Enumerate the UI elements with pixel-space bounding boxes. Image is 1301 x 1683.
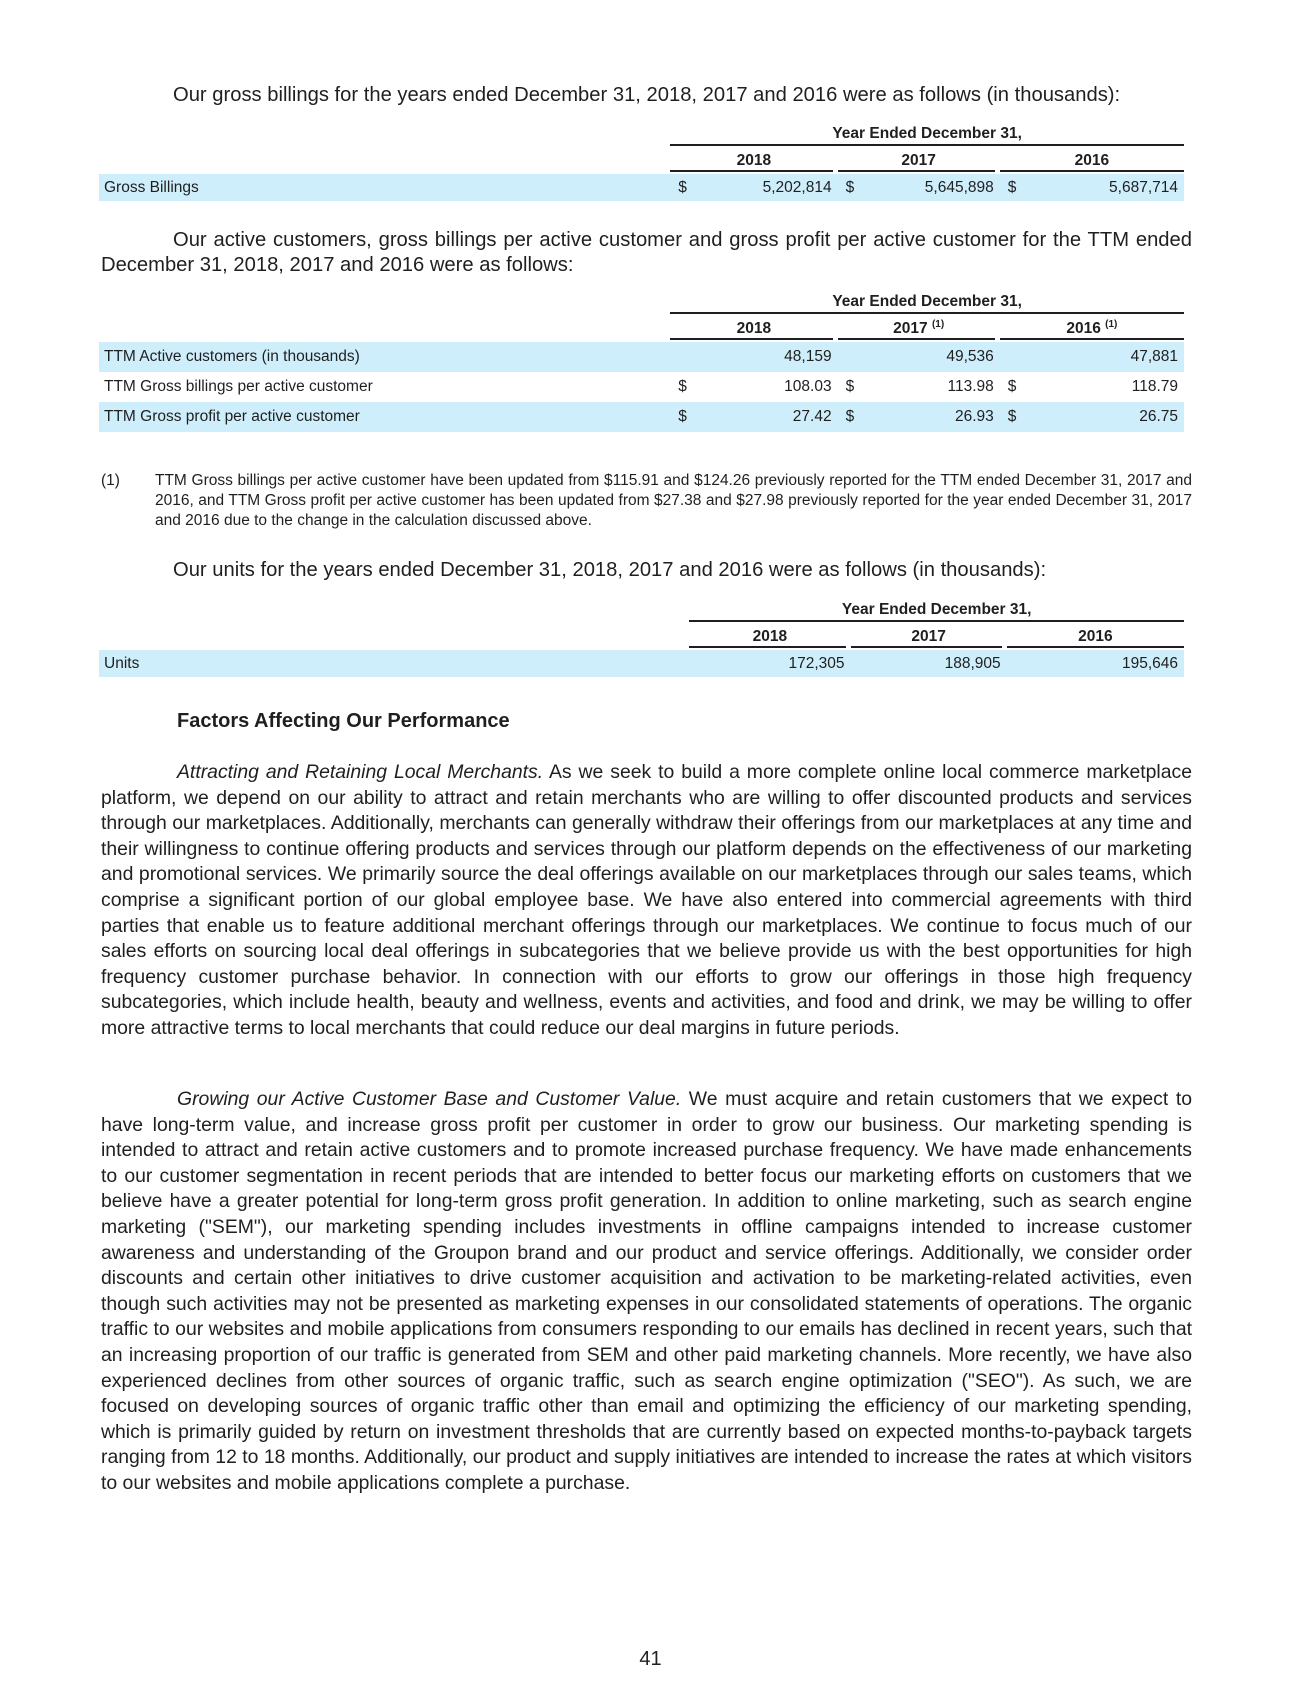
value-cell: 118.79 [1131, 378, 1178, 395]
section-heading: Factors Affecting Our Performance [177, 710, 510, 732]
units-year-2017: 2017 [851, 623, 1007, 650]
currency-symbol: $ [1000, 402, 1042, 432]
customers-year-2018: 2018 [670, 315, 837, 342]
footnote-text: TTM Gross billings per active customer have been updated from $115.91 and $124.26 previously reported for the TTM ended December 31, 2017 and 2016, and TTM Gross profit per active customer has been updated from $27.38 and $27.98 previously reported for the year ended December 31, 2017 and 2016 due to the change in the calculation discussed above. [155, 472, 1192, 529]
value-cell: 49,536 [879, 342, 999, 372]
row-label: TTM Active customers (in thousands) [99, 342, 670, 372]
value-cell: 188,905 [851, 650, 1007, 677]
footnote-ref: (1) [931, 319, 945, 330]
value-cell: 5,687,714 [1042, 174, 1184, 201]
billings-year-2016: 2016 [1000, 147, 1184, 174]
currency-symbol: $ [1000, 174, 1042, 201]
paragraph-body: We must acquire and retain customers that we expect to have long-term value, and increase gross profit per customer in order to grow our business. Our marketing spending is intended to attract and retain active customers and to promote increased purchase frequency. We have made enhancements to our customer segmentation in recent periods that are intended to better focus our marketing efforts on customers that we believe have a greater potential for long-term gross profit generation. In addition to online marketing, such as search engine marketing ("SEM"), our marketing spending includes investments in offline campaigns intended to increase customer awareness and understanding of the Groupon brand and our product and service offerings. Additionally, we consider order discounts and certain other initiatives to drive customer acquisition and activation to be marketing-related activities, even though such activities may not be presented as marketing expenses in our consolidated statements of operations. The organic traffic to our websites and mobile applications from consumers responding to our emails has declined in recent years, such that an increasing proportion of our traffic is generated from SEM and other paid marketing channels. More recently, we have also experienced declines from other sources of organic traffic, such as search engine optimization ("SEO"). As such, we are focused on developing sources of organic traffic other than email and optimizing the efficiency of our marketing spending, which is primarily guided by return on investment thresholds that are currently based on expected months-to-payback targets ranging from 12 to 18 months. Additionally, our product and supply initiatives are intended to increase the rates at which visitors to our websites and mobile applications complete a purchase. [101, 1088, 1192, 1494]
currency-symbol: $ [670, 174, 712, 201]
paragraph-merchants [101, 760, 1192, 1042]
value-cell: 48,159 [712, 342, 838, 372]
value-cell: 5,645,898 [879, 174, 999, 201]
value-cell: 108.03 [784, 378, 832, 395]
currency-symbol [1000, 342, 1042, 372]
footnote-ref: (1) [1105, 319, 1118, 330]
value-cell: 26.93 [879, 402, 999, 432]
gross-billings-table [99, 120, 1184, 201]
row-label: Units [99, 650, 689, 677]
table-row [99, 372, 1184, 402]
value-cell: 26.75 [1042, 402, 1184, 432]
units-year-2016: 2016 [1007, 623, 1184, 650]
customers-year-2016: 2016 $^{(1)}$ [1000, 315, 1184, 342]
billings-year-2017: 2017 [838, 147, 1000, 174]
row-label: Gross Billings [99, 174, 670, 201]
value-cell: 172,305 [689, 650, 850, 677]
value-cell: 47,881 [1042, 342, 1184, 372]
currency-symbol: $ [838, 402, 880, 432]
table-row [99, 174, 1184, 201]
paragraph-title: Attracting and Retaining Local Merchants. [177, 761, 544, 783]
paragraph-body: As we seek to build a more complete online local commerce marketplace platform, we depend on our ability to attract and retain merchants who are willing to offer discounted products and services through our marketplaces. Additionally, merchants can generally withdraw their offerings from our marketplaces at any time and their willingness to continue offering products and services through our platform depends on the effectiveness of our marketing and promotional services. We primarily source the deal offerings available on our marketplaces through our sales teams, which comprise a significant portion of our global employee base. We have also entered into commercial agreements with third parties that enable us to feature additional merchant offerings through our marketplaces. We continue to focus much of our sales efforts on sourcing local deal offerings in subcategories that we believe provide us with the best opportunities for high frequency customer purchase behavior. In connection with our efforts to grow our offerings in those high frequency subcategories, which include health, beauty and wellness, events and activities, and food and drink, we may be willing to offer more attractive terms to local merchants that could reduce our deal margins in future periods. [101, 761, 1193, 1039]
billings-intro: Our gross billings for the years ended December 31, 2018, 2017 and 2016 were as follows (in thousands): [173, 84, 1121, 106]
currency-symbol: $ [838, 174, 880, 201]
footnote [101, 471, 1192, 531]
page-number: 41 [639, 1648, 662, 1670]
units-table [99, 596, 1184, 677]
customers-intro: Our active customers, gross billings per active customer and gross profit per active customer for the TTM ended December 31, 2018, 2017 and 2016 were as follows: [101, 229, 1192, 276]
currency-symbol [670, 342, 712, 372]
row-label: TTM Gross billings per active customer [104, 378, 373, 395]
value-cell: 195,646 [1007, 650, 1184, 677]
currency-symbol: $ [678, 378, 687, 395]
currency-symbol [838, 342, 880, 372]
table-row [99, 342, 1184, 372]
currency-symbol: $ [845, 378, 855, 395]
footnote-mark: (1) [101, 472, 120, 489]
billings-year-2018: 2018 [670, 147, 837, 174]
row-label: TTM Gross profit per active customer [99, 402, 670, 432]
billings-caption: Year Ended December 31, [670, 120, 1184, 147]
currency-symbol: $ [1007, 378, 1017, 395]
paragraph-customers [101, 1087, 1192, 1497]
customers-caption: Year Ended December 31, [670, 288, 1184, 315]
table-row [99, 402, 1184, 432]
value-cell: 5,202,814 [712, 174, 838, 201]
units-year-2018: 2018 [689, 623, 850, 650]
currency-symbol: $ [670, 402, 712, 432]
table-row [99, 650, 1184, 677]
customers-year-2017: 2017 $^{(1)}$ [838, 315, 1000, 342]
units-caption: Year Ended December 31, [689, 596, 1184, 623]
value-cell: 113.98 [947, 378, 994, 395]
paragraph-title: Growing our Active Customer Base and Customer Value. [177, 1088, 682, 1110]
value-cell: 27.42 [712, 402, 838, 432]
units-intro: Our units for the years ended December 31, 2018, 2017 and 2016 were as follows (in thousands): [173, 559, 1047, 581]
customers-table [99, 288, 1184, 432]
